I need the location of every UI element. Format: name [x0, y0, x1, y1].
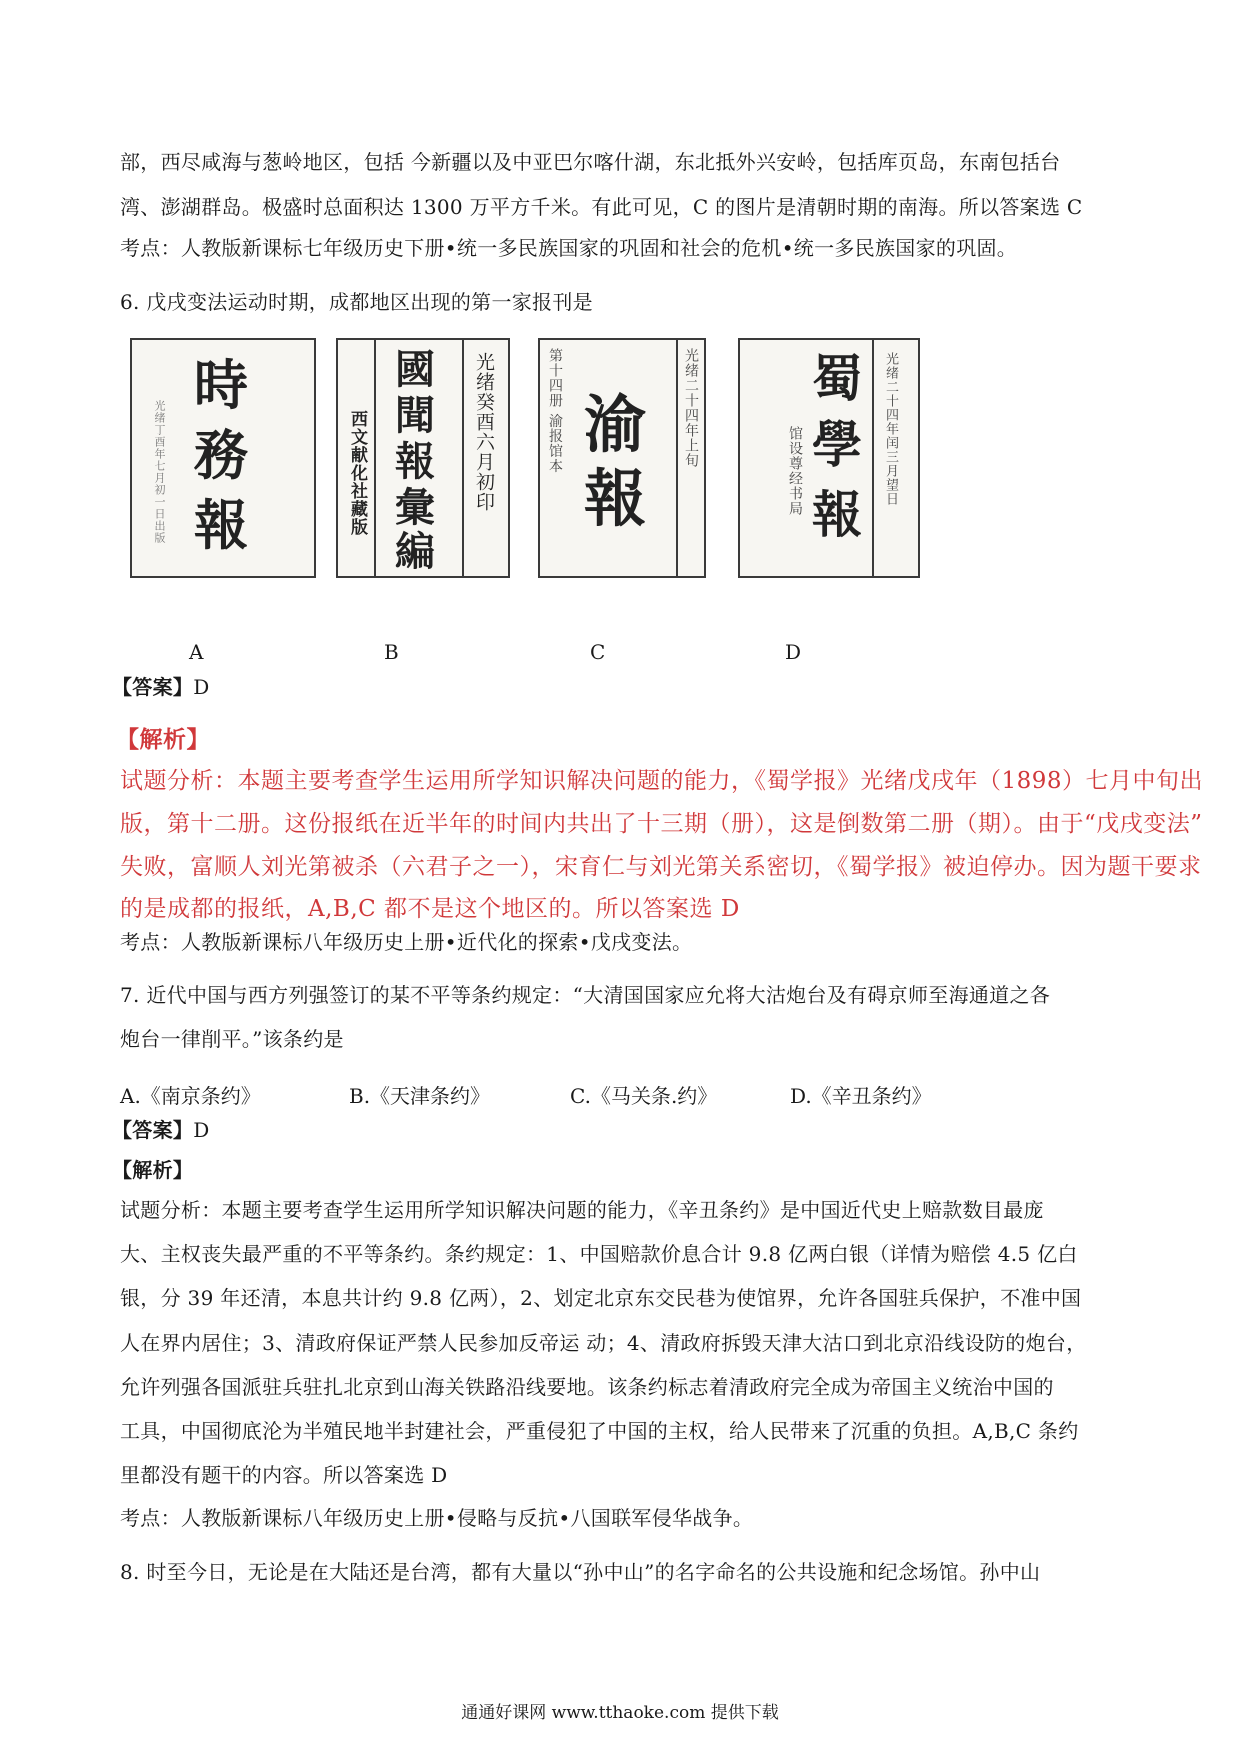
- option-label-a: A: [189, 640, 204, 664]
- newspaper-image-a: [130, 338, 316, 578]
- answer-value: D: [193, 1118, 210, 1142]
- answer-line: [112, 675, 1122, 699]
- page-footer: 通通好课网 www.tthaoke.com 提供下载: [461, 1703, 779, 1723]
- analysis-line: 银，分 39 年还清，本息共计约 9.8 亿两），2、划定北京东交民巷为使馆界，允许各国驻兵保护，不准中国: [120, 1286, 1082, 1310]
- newspaper-c-side-text-2: 第十四册 渝报馆本: [547, 348, 563, 474]
- newspaper-image-b: [336, 338, 510, 578]
- newspaper-b-title-4: 彙: [395, 484, 435, 531]
- option-label-c: C: [590, 640, 606, 664]
- newspaper-d-title-1: 蜀: [812, 349, 862, 408]
- paragraph-line: 部，西尽咸海与葱岭地区，包括 今新疆以及中亚巴尔喀什湖，东北抵外兴安岭，包括库页岛，东南包括台: [120, 150, 1061, 174]
- answer-label: 【答案】: [112, 675, 194, 699]
- newspaper-b-title-3: 報: [395, 438, 435, 485]
- option-b: B.《天津条约》: [349, 1084, 491, 1108]
- option-label-d: D: [785, 640, 802, 664]
- analysis-line: 大、主权丧失最严重的不平等条约。条约规定：1、中国赔款价息合计 9.8 亿两白银（详情为赔偿 4.5 亿白: [120, 1242, 1078, 1266]
- analysis-label: 【解析】: [112, 1158, 194, 1182]
- newspaper-b-title-5: 編: [395, 528, 435, 575]
- newspaper-d-side-text-2: 馆设尊经书局: [787, 426, 803, 516]
- paragraph-line: 湾、澎湖群岛。极盛时总面积达 1300 万平方千米。有此可见，C 的图片是清朝时期的南海。所以答案选 C: [120, 195, 1083, 219]
- newspaper-image-d: [738, 338, 920, 578]
- analysis-line: 失败，富顺人刘光第被杀（六君子之一），宋育仁与刘光第关系密切，《蜀学报》被迫停办。因为题干要求: [120, 854, 1202, 880]
- newspaper-d-title-3: 報: [812, 485, 862, 544]
- analysis-line: 允许列强各国派驻兵驻扎北京到山海关铁路沿线要地。该条约标志着清政府完全成为帝国主义统治中国的: [120, 1375, 1054, 1399]
- newspaper-c-side-text: 光绪二十四年上旬: [683, 348, 699, 468]
- analysis-line: 人在界内居住；3、清政府保证严禁人民参加反帝运 动；4、清政府拆毁天津大沽口到北京沿线设防的炮台，: [120, 1331, 1087, 1355]
- answer-value: D: [193, 675, 210, 699]
- newspaper-b-title-2: 聞: [395, 392, 435, 439]
- analysis-label: 【解析】: [116, 726, 210, 753]
- answer-label: 【答案】: [112, 1118, 194, 1142]
- answer-line: [112, 1118, 1122, 1142]
- newspaper-image-c: [538, 338, 706, 578]
- question-6: 6. 戊戌变法运动时期，成都地区出现的第一家报刊是: [120, 290, 593, 314]
- newspaper-a-title-3: 報: [194, 493, 248, 557]
- newspaper-d-side-text: 光绪二十四年闰三月望日: [883, 352, 898, 506]
- newspaper-b-title-1: 國: [395, 346, 435, 393]
- analysis-line: 里都没有题干的内容。所以答案选 D: [120, 1463, 448, 1487]
- analysis-line: 试题分析：本题主要考查学生运用所学知识解决问题的能力，《蜀学报》光绪戊戌年（1898）七月中旬出: [120, 768, 1204, 794]
- analysis-line: 的是成都的报纸，A,B,C 都不是这个地区的。所以答案选 D: [120, 896, 740, 922]
- option-c: C.《马关条.约》: [570, 1084, 718, 1108]
- kaodian-line: 考点：人教版新课标八年级历史上册•近代化的探索•戊戌变法。: [120, 930, 693, 954]
- newspaper-c-title-2: 報: [584, 462, 647, 535]
- kaodian-line: 考点：人教版新课标八年级历史上册•侵略与反抗•八国联军侵华战争。: [120, 1506, 754, 1530]
- analysis-line: 工具，中国彻底沦为半殖民地半封建社会，严重侵犯了中国的主权，给人民带来了沉重的负担。A,B,C 条约: [120, 1419, 1079, 1443]
- option-d: D.《辛丑条约》: [790, 1084, 932, 1108]
- question-8: 8. 时至今日，无论是在大陆还是台湾，都有大量以“孙中山”的名字命名的公共设施和纪念场馆。孙中山: [120, 1560, 1041, 1584]
- newspaper-a-side-text: 光绪丁酉年七月初一日出版: [153, 400, 166, 544]
- newspaper-b-side-text-2: 西文献化社藏版: [347, 410, 367, 536]
- analysis-line: 版，第十二册。这份报纸在近半年的时间内共出了十三期（册），这是倒数第二册（期）。由于“戊戌变法”: [120, 811, 1203, 837]
- option-label-b: B: [384, 640, 399, 664]
- newspaper-a-title-2: 務: [194, 423, 248, 487]
- newspaper-d-title-2: 學: [812, 415, 862, 474]
- question-7: 7. 近代中国与西方列强签订的某不平等条约规定：“大清国国家应允将大沽炮台及有碍京师至海通道之各: [120, 983, 1051, 1007]
- question-7-continued: 炮台一律削平。”该条约是: [120, 1027, 344, 1051]
- newspaper-a-title-1: 時: [194, 353, 248, 417]
- kaodian-line: 考点：人教版新课标七年级历史下册•统一多民族国家的巩固和社会的危机•统一多民族国家的巩固。: [120, 236, 1018, 260]
- analysis-line: 试题分析：本题主要考查学生运用所学知识解决问题的能力，《辛丑条约》是中国近代史上赔款数目最庞: [120, 1198, 1044, 1222]
- newspaper-b-side-text: 光绪癸酉六月初印: [473, 352, 495, 512]
- option-a: A.《南京条约》: [120, 1084, 261, 1108]
- newspaper-c-title-1: 渝: [584, 388, 647, 461]
